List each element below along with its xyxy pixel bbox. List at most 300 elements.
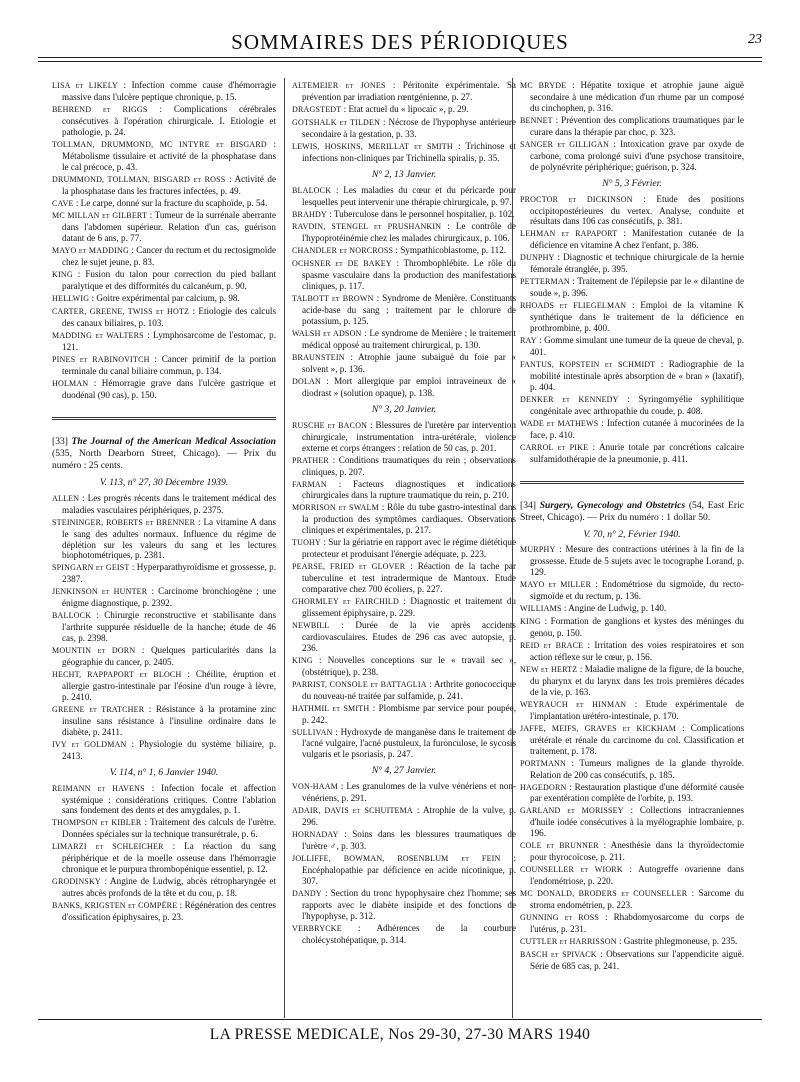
author-separator: : [129,562,137,573]
article-text: Activité de la phosphatase dans les fractures infectées, p. 49. [62,173,276,196]
article-entry [292,117,516,140]
article-entry [292,455,516,478]
article-entry [292,376,516,399]
article-text: Le contrôle de l'hypoprotéinémie chez les malades chirurgicaux, p. 106. [302,221,516,244]
article-entry [292,141,516,164]
article-text: Hyperparathyroïdisme et grossesse, p. 2387. [62,562,276,585]
article-authors: KING [520,617,541,627]
article-text: Adhérences de la courbure cholécystohépatique, p. 314. [302,922,517,945]
article-entry [292,829,516,852]
page-number: 23 [748,32,762,47]
author-separator: : [380,116,389,127]
article-authors: FARMAN [292,479,327,489]
article-authors: MAYO et MADDING [52,246,129,256]
article-authors: ALLEN [52,493,80,503]
article-text: Hydroxyde de manganèse dans le traitement de l'acné vulgaire, l'acné pustuleux, la furonculose, le sycosis vulgaris et le psoriasis, p. 247. [302,726,516,760]
author-separator: : [426,678,434,689]
author-separator: : [100,876,111,887]
article-entry [520,864,744,887]
article-text: Etiologie des calculs des canaux biliaires, p. 103. [62,306,276,329]
author-separator: : [385,80,403,90]
author-separator: : [266,138,276,149]
article-text: Trichinose et infections non-cliniques par Trichinella spiralis, p. 35. [302,140,516,163]
article-authors: HOLMAN [52,378,89,388]
article-authors: RUSCHE et BACON [292,420,368,430]
article-entry [52,330,276,353]
article-entry [520,664,744,698]
article-entry [292,679,516,702]
article-authors: LIMARZI et SCHLEICHER [52,842,164,852]
article-text: Cancer primitif de la portion terminale du canal biliaire commun, p. 134. [62,353,276,376]
article-entry [292,209,516,221]
article-entry [520,758,744,781]
article-authors: DUNPHY [520,253,555,263]
article-entry [292,479,516,502]
article-entry [520,805,744,839]
article-text: La vitamine A dans le sang des adultes normaux. Influence du régime de déplétion sur les valeurs du sang et les lectures biophotométriques, p. 2381. [62,516,276,561]
article-authors: IVY et GOLDMAN [52,739,127,749]
article-entry [520,228,744,251]
article-authors: LEHMAN et RAPAPORT [520,229,618,239]
article-text: Plombisme par service pour poupée, p. 242. [302,702,516,725]
article-authors: MORRISON et SWALM [292,503,379,513]
article-text: Chirurgie reconstructive et stabilisante dans l'arthrite suppurée résiduelle de la hanche; étude de 46 cas, p. 2398. [62,610,276,644]
article-authors: SULLIVAN [292,727,333,737]
article-text: Complications cérébrales consécutives à l'opération chirurgicale. I. Etiologie et pathologie, p. 24. [62,103,277,137]
author-separator: : [598,417,607,428]
author-separator: : [225,173,235,184]
issue-heading: V. 114, n° 1, 6 Janvier 1940. [109,766,219,778]
article-text: Encéphalopathie par déficience en acide nicotinique, p. 307. [302,865,516,886]
column-1 [52,80,276,924]
article-text: Etude des positions occipitopostérieures du vertex. Analyse, conduite et résultats dans 106 cas consécutifs, p. 381. [530,193,744,227]
author-separator: : [338,829,353,840]
author-separator: : [577,663,585,674]
author-separator: : [500,853,516,864]
article-entry [292,185,516,208]
article-text: Tumeur de la surrénale aberrante dans l'abdomen supérieur. Relation d'un cas, guérison datant de 6 ans, p. 77. [62,210,277,244]
article-text: Prévention des complications traumatiques par le curare dans la thérapie par choc, p. 323. [530,114,744,137]
article-entry [520,912,744,935]
article-text: Gastrite phlegmoneuse, p. 235. [623,935,738,946]
article-text: Collections intracraniennes d'huile iodée consécutives à la myélographie lombaire, p. 196. [530,805,744,839]
article-text: Les progrès récents dans le traitement médical des maladies vasculaires périphériques, p. 2375. [62,492,276,515]
article-text: La réaction du sang périphérique et de la moelle osseuse dans l'hémorragie chronique et le purpura thrombopénique essentiel, p. 12. [62,841,276,875]
article-text: Sympathicoblastome, p. 112. [400,245,507,256]
article-entry [52,739,276,762]
article-text: Réaction de la tache par tuberculine et test intradermique de Mantoux. Etude comparative chez 700 écoliers, p. 227. [302,561,516,595]
article-authors: DRAGSTEDT [292,104,342,114]
article-authors: BASCH et SPIVACK [520,949,597,959]
entry-list [52,80,276,401]
article-authors: BLALOCK [292,185,332,195]
article-text: Anurie totale par concrétions calcaire sulfamidothérapie de la pneumonie, p. 411. [530,441,745,464]
issue-heading: N° 4, 27 Janvier. [371,765,437,777]
author-separator: : [91,610,105,621]
article-entry [52,610,276,644]
author-separator: : [147,210,155,221]
article-text: Les maladies du cœur et du péricarde pour lesquelles peut intervenir une thérapie chirurgicale, p. 97. [302,184,516,207]
article-text: Résistance à la protamine zinc insuline sans résistance à l'insuline ordinaire dans le diabète, p. 2411. [62,703,276,737]
article-text: Fusion du talon pour correction du pied ballant paralytique et des difformités du calcanéum, p. 90. [62,269,276,292]
article-authors: WADE et MATHEWS [520,418,599,428]
article-text: Hépatite toxique et atrophie jaune aiguë secondaire à une médication d'un rhume par un composé du cinchophen, p. 316. [530,80,744,113]
article-entry [520,699,744,722]
article-authors: HELLWIG [52,294,90,304]
article-text: Soins dans les blessures traumatiques de l'urètre ♂, p. 303. [302,829,516,852]
article-entry [52,704,276,738]
column-2 [292,80,516,947]
author-separator: : [341,103,349,114]
article-authors: GUNNING et ROSS [520,913,600,922]
article-text: Angine de Ludwig, abcès rétropharyngée et autres abcès profonds de la tête et du cou, p. 18. [62,876,276,899]
article-text: Anesthésie dans la thyroïdectomie pour thyrocoïcose, p. 211. [530,840,744,863]
article-text: Facteurs diagnostiques et indications chirurgicales dans la rupture traumatique du rein, p. 210. [302,478,516,501]
entry-list [520,80,744,173]
article-entry [520,115,744,138]
author-separator: : [626,300,641,311]
article-text: Atrophie jaune subaiguë du foie par « solvent », p. 136. [302,351,516,374]
article-authors: VERBRYCKE [292,923,342,933]
article-authors: BRAUNSTEIN [292,352,345,362]
article-text: Rhabdomyosarcome du corps de l'utérus, p. 231. [530,912,745,934]
article-entry [292,104,516,116]
author-separator: : [393,245,401,256]
author-separator: : [144,782,162,793]
author-separator: : [596,948,607,959]
article-text: Manifestation cutanée de la déficience en vitamine A chez l'enfant, p. 386. [530,228,744,251]
article-entry [52,817,276,840]
article-entry [52,493,276,516]
article-entry [520,949,744,972]
author-separator: : [147,586,159,597]
article-entry [520,194,744,228]
article-entry [292,352,516,375]
author-separator: : [341,922,377,933]
article-entry [292,620,516,654]
article-authors: CARTER, GREENE, TWISS et HOTZ [52,307,190,317]
article-text: Infection cutanée à mucorinées de la face, p. 410. [530,417,744,440]
article-authors: JOLLIFFE, BOWMAN, ROSENBLUM et FEIN [292,854,501,864]
article-text: Traitement des calculs de l'urètre. Données spéciales sur la technique transurétrale, p. 6. [62,817,276,840]
article-entry [520,936,744,948]
article-authors: GREENE et TRATCHER [52,704,145,714]
article-entry [52,841,276,875]
article-authors: HORNADAY [292,830,339,840]
article-text: Arthrite gonococcique du nouveau-né traitée par sulfamide, p. 241. [302,678,517,701]
article-entry [52,293,276,305]
issue-heading: V. 113, n° 27, 30 Décembre 1939. [99,476,229,488]
article-entry [292,245,516,257]
page-footer: LA PRESSE MEDICALE, Nos 29-30, 27-30 MARS 1940 [209,1026,591,1043]
article-text: Métabolisme tissulaire et activité de la phosphatase dans le cal précoce, p. 43. [62,150,276,172]
article-text: Rôle du tube gastro-intestinal dans la production des symptômes cardiaques. Observations cliniques et expérimentales, p. 217. [302,502,516,536]
article-entry [292,80,516,103]
author-separator: : [147,103,174,114]
author-separator: : [321,375,335,386]
article-authors: RHOADS et FLIEGELMAN [520,301,627,311]
article-authors: NEWBILL [292,620,330,630]
journal-title: Surgery, Gynecology and Obstetrics [539,499,686,511]
author-separator: : [540,616,551,627]
author-separator: : [616,935,624,946]
issue-heading: N° 3, 20 Janvier. [371,403,437,415]
footer-rule [38,1019,762,1020]
author-separator: : [676,722,691,733]
column-divider-1 [284,78,285,1018]
article-entry [292,888,516,922]
article-text: Formation de ganglions et kystes des méninges du genou, p. 150. [530,616,744,639]
article-text: Quelques particularités dans la géographie du cancer, p. 2405. [62,645,276,668]
article-entry [52,783,276,817]
article-authors: MC DONALD, BRODERS et COUNSELLER [520,889,688,899]
author-separator: : [328,454,339,465]
article-authors: COLE et BRUNNER [520,841,599,851]
author-separator: : [126,738,140,749]
article-text: Emploi de la vitamine K synthétique dans le traitement de la déficience en prothrombine, p. 400. [530,300,744,334]
article-authors: STEININGER, ROBERTS et BRENNER [52,517,196,527]
author-separator: : [561,603,569,614]
article-authors: FANTUS, KOPSTEIN et SCHMIDT [520,359,656,369]
author-separator: : [588,441,599,452]
header-rule-top [38,57,762,58]
article-entry [52,210,276,244]
journal-number: [33] [52,435,68,447]
author-separator: : [632,193,657,204]
article-entry [520,300,744,334]
article-entry [520,782,744,805]
author-separator: : [609,138,621,149]
section-separator [52,417,276,420]
article-authors: BALLOCK [52,611,92,621]
article-authors: SANGER et GILLIGAN [520,139,610,149]
article-entry [520,276,744,299]
article-authors: KING [52,270,73,280]
article-entry [292,781,516,804]
entry-list [292,185,516,399]
author-separator: : [626,698,646,709]
author-separator: : [655,358,669,369]
author-separator: : [144,703,156,714]
author-separator: : [321,537,329,548]
article-authors: GHORMLEY et FAIRCHILD [292,597,399,607]
author-separator: : [566,80,581,90]
author-separator: : [189,306,199,317]
article-entry [520,335,744,358]
header-rule-bottom [38,61,762,62]
article-authors: CAVE [52,198,74,208]
author-separator: : [617,228,632,239]
article-entry [292,655,516,678]
author-separator: : [687,888,699,899]
article-authors: PRATHER [292,455,329,465]
article-authors: JENKINSON et HUNTER [52,587,148,597]
article-authors: SPINGARN et GEIST [52,563,130,573]
author-separator: : [361,328,370,339]
article-entry [52,80,276,103]
article-text: Sarcome du stroma endométrien, p. 223. [530,888,744,911]
article-authors: GOTSHALK et TILDEN [292,117,381,127]
author-separator: : [177,900,185,911]
article-text: Section du tronc hypophysaire chez l'homme; ses rapports avec le diabète insipide et des fonctions de l'hypophyse, p. 312. [302,887,516,921]
article-text: Carcinome bronchiogène ; une énigme diagnostique, p. 2392. [62,586,277,609]
article-authors: DRUMMOND, TOLLMAN, BISGARD et ROSS [52,174,226,184]
article-authors: TUOHY [292,538,321,548]
article-entry [52,876,276,899]
journal-address: (54, East Eric Street, Chicago). — Prix du numéro : 1 dollar 50. [520,499,744,523]
author-separator: : [378,502,388,513]
author-separator: : [367,419,376,430]
article-entry [52,306,276,329]
article-entry [520,418,744,441]
article-authors: KING [292,655,313,665]
author-separator: : [373,293,383,304]
author-separator: : [618,393,639,404]
article-entry [520,640,744,663]
journal-heading [52,436,276,472]
article-entry [52,586,276,609]
article-text: Angine de Ludwig, p. 140. [568,603,667,614]
article-entry [520,840,744,863]
article-entry [52,645,276,668]
author-separator: : [566,781,575,792]
article-authors: PORTMANN [520,758,567,768]
author-separator: : [181,668,196,679]
article-text: Observations sur l'appendicite aiguë. Série de 685 cas, p. 241. [530,948,744,971]
article-authors: BANKS, KRIGSTEN et COMPÈRE [52,901,178,911]
author-separator: : [622,864,639,875]
author-separator: : [118,80,132,90]
author-separator: : [79,492,88,503]
author-separator: : [599,912,614,922]
article-authors: GARLAND et MORISSEY [520,806,624,816]
author-separator: : [552,114,562,125]
article-authors: PETTERMAN [520,277,570,287]
author-separator: : [338,781,347,792]
entry-list [292,420,516,761]
author-separator: : [195,516,204,527]
article-entry [292,805,516,828]
journal-title: The Journal of the American Medical Association [71,435,276,447]
article-text: Irritation des voies respiratoires et son action réflexe sur le cœur, p. 156. [530,640,744,663]
article-authors: REIMANN et HAVENS [52,783,145,793]
author-separator: : [326,208,334,219]
article-entry [52,378,276,401]
author-separator: : [623,805,640,816]
article-text: Etat actuel du « lipocaïc », p. 29. [348,103,469,114]
entry-list [292,781,516,945]
article-text: Le syndrome de Menière ; le traitement médical opposé au traitement chirurgical, p. 130. [302,328,516,351]
article-text: Atrophie de la vulve, p. 296. [302,805,516,828]
author-separator: : [405,561,418,572]
article-entry [52,669,276,703]
article-authors: MC MILLAN et GILBERT [52,211,148,221]
article-entry [292,258,516,292]
section-separator [520,481,744,484]
article-authors: ADAIR, DAVIS et SCHUITEMA [292,806,413,816]
issue-heading: V. 70, n° 2, Février 1940. [583,528,681,540]
author-separator: : [452,140,466,151]
article-text: Infection focale et affection systémique : considérations critiques. Contre l'ablation sans fondement des dents et des amygdales, p. 1. [62,782,276,816]
page-title: SOMMAIRES DES PÉRIODIQUES [231,30,569,54]
author-separator: : [73,197,81,208]
article-entry [520,442,744,465]
article-authors: HECHT, RAPPAPORT et BLOCH [52,669,182,679]
article-text: Blessures de l'uretère par intervention chirurgicale, instrumentation intra-urétérale, violence externe et corps étrangers : relation de 50 cas, p. 201. [302,419,516,453]
article-authors: WILLIAMS [520,604,562,614]
author-separator: : [583,640,595,651]
article-text: Goitre expérimental par calcium, p. 98. [96,293,240,304]
article-text: Conditions traumatiques du rein ; observations cliniques, p. 207. [302,454,516,477]
author-separator: : [149,353,162,364]
article-authors: CARROL et PIKE [520,442,589,452]
article-authors: NEW et HERTZ [520,664,578,674]
author-separator: : [329,619,356,630]
author-separator: : [141,817,151,828]
article-text: Syringomyélie syphilitique congénitale avec arthropathie du coude, p. 408. [530,393,744,416]
article-authors: PEARSE, FRIED et GLOVER [292,562,406,572]
journal-number: [34] [520,499,536,511]
article-entry [292,923,516,946]
article-authors: THOMPSON et KIBLER [52,818,142,828]
article-entry [520,616,744,639]
article-text: Cancer du rectum et du rectosigmoïde chez le sujet jeune, p. 83. [62,245,276,268]
article-authors: DOLAN [292,376,321,386]
article-entry [292,328,516,351]
article-authors: PROCTOR et DICKINSON [520,194,633,204]
article-entry [292,727,516,761]
article-entry [292,221,516,244]
author-separator: : [566,757,580,768]
author-separator: : [398,596,411,607]
article-text: Etude expérimentale de l'implantation urétéro-intestinale, p. 170. [530,698,744,721]
article-authors: RAY [520,336,537,346]
author-separator: : [331,184,344,195]
article-text: Lymphosarcome de l'estomac, p. 121. [62,330,276,352]
article-text: Durée de la vie après accidents cardiovasculaires. Etudes de 296 cas avec autopsie, p. 236. [302,619,516,653]
article-text: Les granulomes de la vulve vénériens et non-vénériens, p. 291. [302,781,516,804]
article-text: Complications urétérale et rénale du carcinome du col. Classification et traitement, p. 178. [530,722,744,756]
author-separator: : [344,351,358,362]
article-text: Hémorragie grave dans l'ulcère gastrique et duodénal (90 cas), p. 150. [62,377,276,400]
article-authors: VON-HAAM [292,782,339,792]
article-entry [292,537,516,560]
article-entry [520,80,744,114]
article-text: Maladie maligne de la figure, de la bouche, du pharynx et du larynx dans les trois premières décades de la vie, p. 163. [530,663,744,697]
article-authors: CUTTLER et HARRISSON [520,936,617,946]
author-separator: : [591,579,602,590]
article-entry [520,252,744,275]
author-separator: : [128,245,137,256]
article-entry [292,293,516,327]
article-authors: GRODINSKY [52,877,101,887]
article-text: Chéilite, éruption et allergie gastro-intestinale par l'éosine d'un rouge à lèvre, p. 2410. [62,668,276,702]
journal-heading [520,500,744,524]
entry-list [52,493,276,762]
article-authors: MADDING et WALTERS [52,331,144,341]
article-authors: COUNSELLER et WIORK [520,865,623,875]
author-separator: : [536,335,545,346]
article-entry [520,359,744,393]
issue-heading: N° 2, 13 Janvier. [371,168,437,180]
article-text: Traitement de l'épilepsie par le « dilantine de soude », p. 396. [530,276,744,299]
article-entry [292,703,516,726]
article-entry [292,596,516,619]
author-separator: : [312,654,328,665]
article-authors: LISA et LIKELY [52,81,119,90]
article-authors: JAFFE, MEIFS, GRAVES et KICKHAM [520,723,677,733]
article-authors: TOLLMAN, DRUMMOND, MC INTYRE et BISGARD [52,139,267,149]
